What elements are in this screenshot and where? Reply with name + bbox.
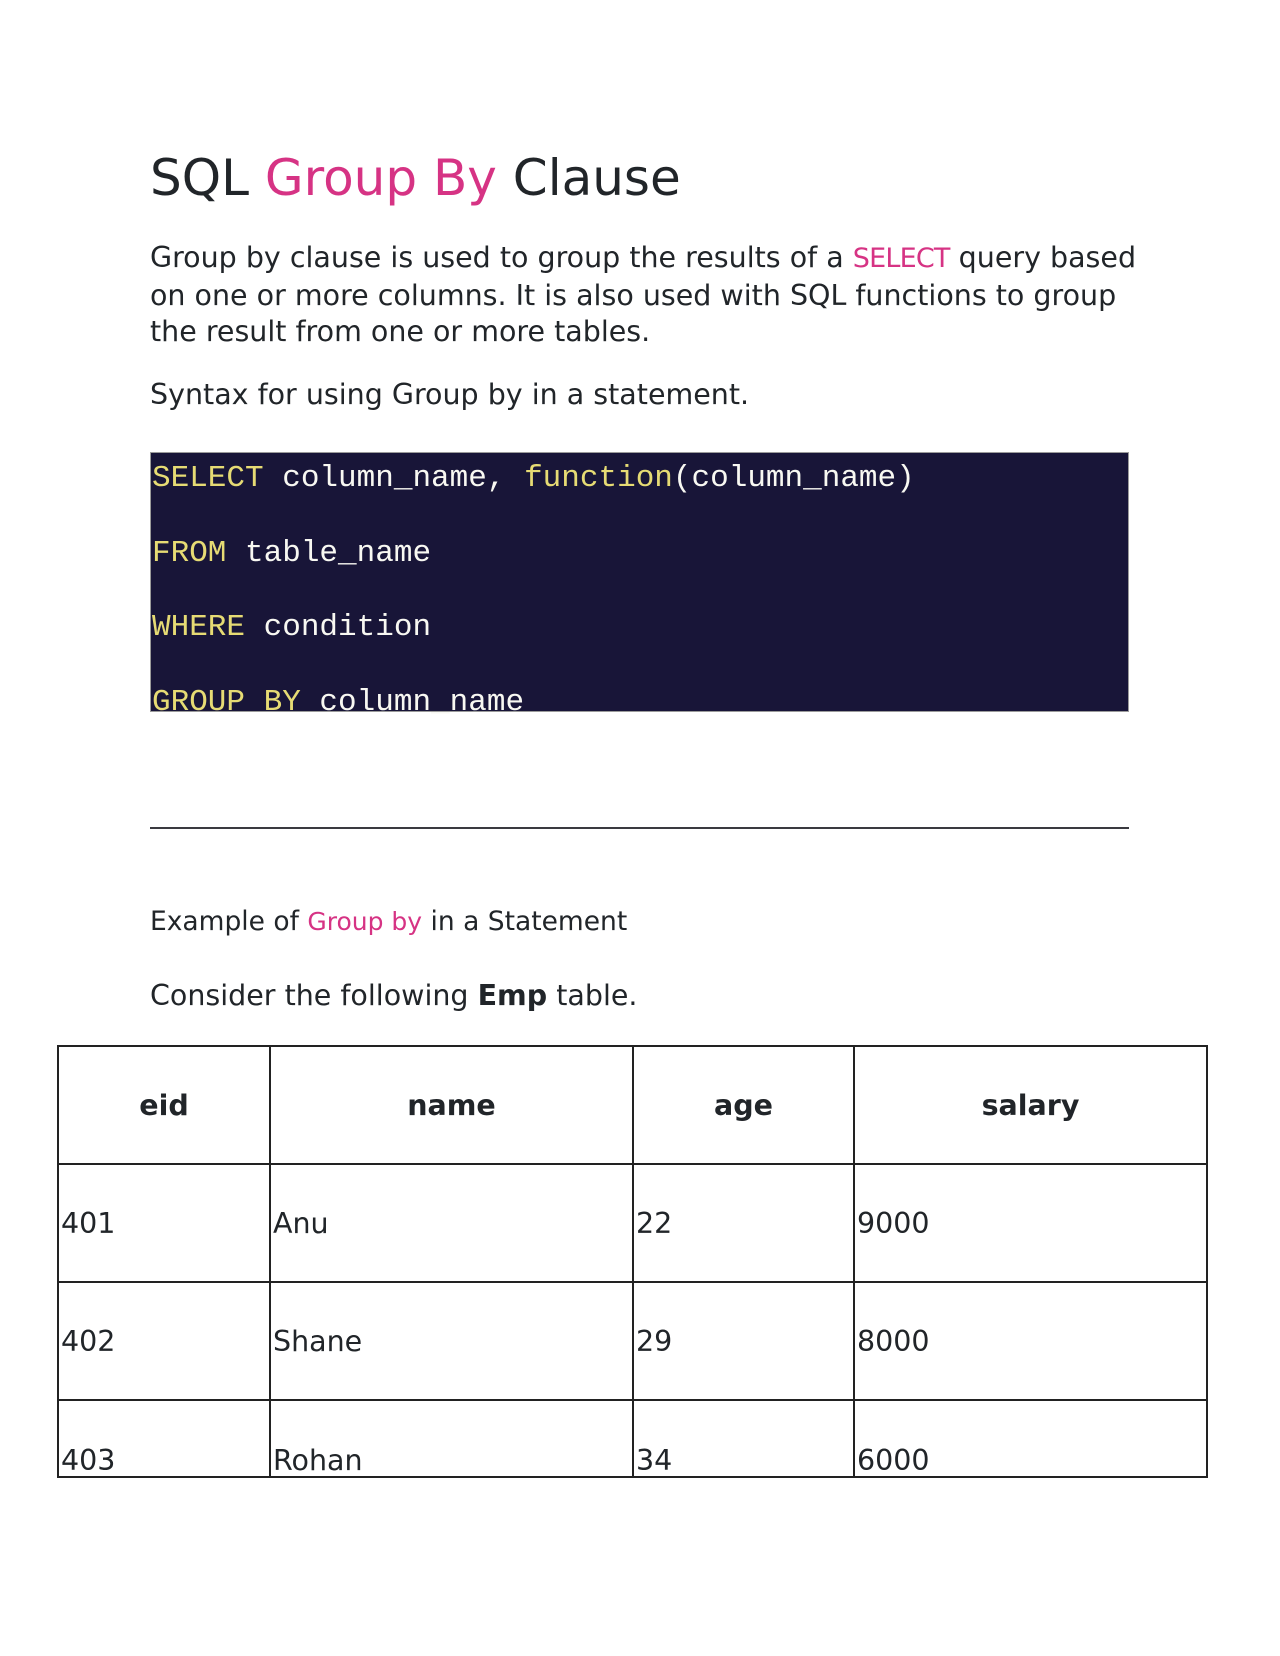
example-text-before: Example of	[150, 906, 299, 937]
table-row	[58, 1164, 1207, 1282]
cell-age: 22	[633, 1164, 854, 1282]
column-header-age: age	[633, 1046, 854, 1164]
code-keyword: WHERE	[152, 610, 246, 645]
example-highlight: Group by	[307, 907, 423, 936]
code-text: column_name,	[263, 461, 525, 496]
cell-name: Shane	[270, 1282, 633, 1400]
table-row	[58, 1400, 1207, 1477]
code-keyword: SELECT	[152, 461, 264, 496]
cell-age: 34	[633, 1400, 854, 1477]
intro-select-keyword: SELECT	[852, 243, 950, 274]
code-keyword: GROUP BY	[152, 685, 301, 720]
consider-paragraph	[150, 978, 637, 1014]
code-line-group-by	[152, 685, 524, 721]
page-title	[150, 148, 681, 208]
cell-eid: 401	[58, 1164, 270, 1282]
column-header-salary: salary	[854, 1046, 1207, 1164]
code-keyword: FROM	[152, 536, 227, 571]
cell-name: Anu	[270, 1164, 633, 1282]
column-header-eid: eid	[58, 1046, 270, 1164]
consider-text-before: Consider the following	[150, 979, 469, 1012]
cell-name: Rohan	[270, 1400, 633, 1477]
cell-salary: 9000	[854, 1164, 1207, 1282]
column-header-name: name	[270, 1046, 633, 1164]
code-block	[150, 452, 1129, 720]
table-name-emp: Emp	[477, 979, 548, 1012]
table-row	[58, 1282, 1207, 1400]
code-text: (column_name)	[672, 461, 915, 496]
emp-table	[57, 1045, 1208, 1478]
example-heading	[150, 905, 627, 939]
code-line-from	[152, 536, 431, 572]
table-header-row	[58, 1046, 1207, 1164]
cell-salary: 8000	[854, 1282, 1207, 1400]
cell-salary: 6000	[854, 1400, 1207, 1477]
cell-eid: 402	[58, 1282, 270, 1400]
intro-paragraph	[150, 240, 1140, 351]
section-divider	[150, 827, 1129, 829]
code-line-select	[152, 461, 915, 497]
example-text-after: in a Statement	[430, 906, 628, 937]
title-highlight: Group By	[264, 149, 497, 207]
cell-age: 29	[633, 1282, 854, 1400]
code-function-keyword: function	[524, 461, 673, 496]
intro-text-after: query based on one or more columns. It is also used with SQL functions to group the result from one or more tables.	[150, 241, 1137, 348]
title-part-2: Clause	[512, 149, 681, 207]
consider-text-after: table.	[556, 979, 638, 1012]
code-text: condition	[245, 610, 432, 645]
code-text: table_name	[226, 536, 432, 571]
code-text: column_name	[300, 685, 525, 720]
cell-eid: 403	[58, 1400, 270, 1477]
code-line-where	[152, 610, 431, 646]
syntax-label: Syntax for using Group by in a statement.	[150, 378, 750, 411]
intro-text-before: Group by clause is used to group the results of a	[150, 241, 844, 274]
title-part-1: SQL	[150, 149, 249, 207]
